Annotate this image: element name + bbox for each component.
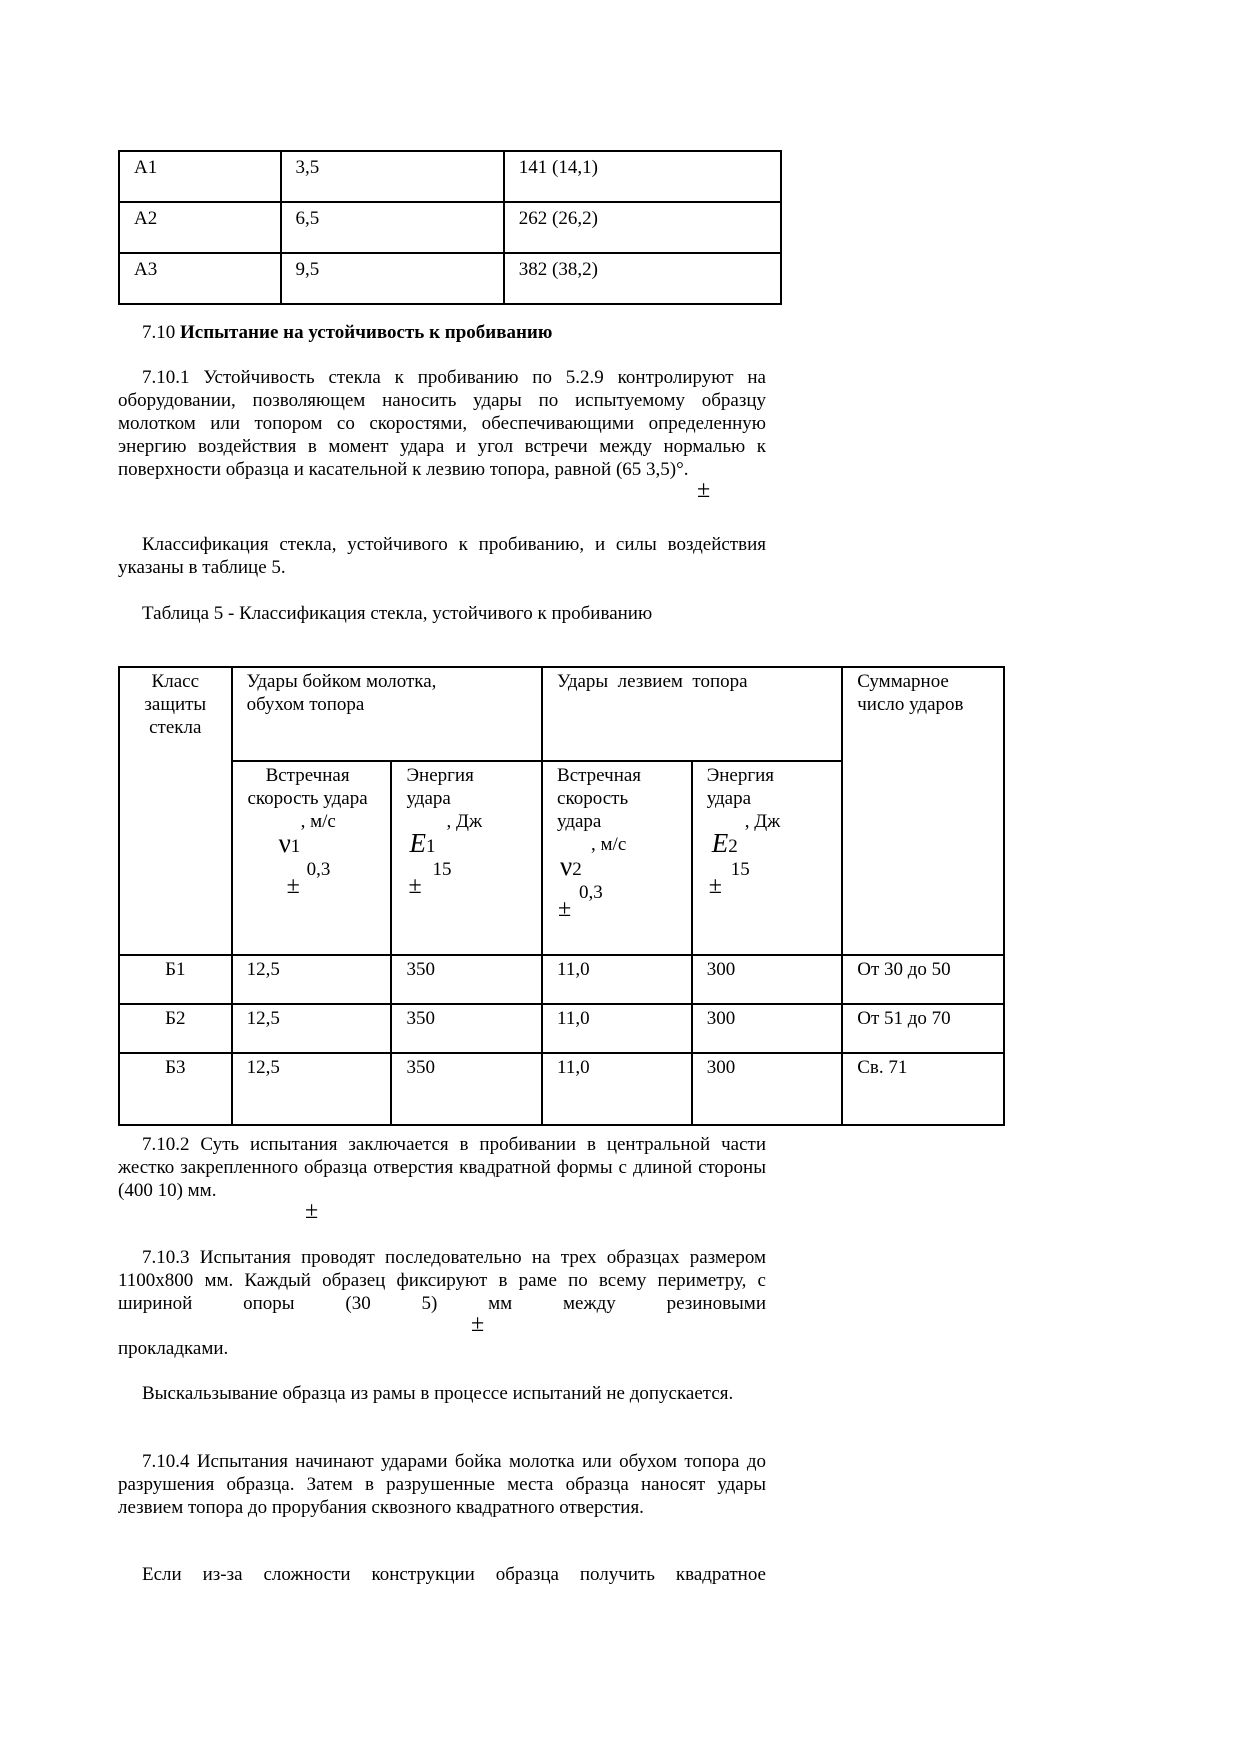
table-cell: 300 <box>692 1004 843 1053</box>
section-number: 7.10 <box>142 322 176 343</box>
table-cell: Б3 <box>119 1053 232 1125</box>
table-row <box>119 202 781 253</box>
symbol-e: E <box>409 828 426 858</box>
header-energy-2-label: Энергия удара <box>706 765 775 809</box>
header-total-label: Суммарное число ударов <box>857 671 964 715</box>
symbol-index: 1 <box>425 836 436 857</box>
table-cell: А3 <box>119 253 281 304</box>
table-cell: Б2 <box>119 1004 232 1053</box>
symbol-e1 <box>409 830 435 860</box>
plus-minus-sign: ± <box>305 1198 319 1224</box>
table-cell: 3,5 <box>281 151 504 202</box>
header-speed-1 <box>232 761 392 955</box>
plus-minus-sign: ± <box>471 1311 485 1337</box>
plus-minus-sign: ± <box>558 896 572 922</box>
header-class-label: Класс защиты стекла <box>144 671 207 738</box>
table-cell: 9,5 <box>281 253 504 304</box>
header-energy-1 <box>391 761 542 955</box>
header-speed-1-unit: , м/с <box>300 811 336 832</box>
table-cell: 12,5 <box>232 1053 392 1125</box>
table-row <box>119 1053 1004 1125</box>
table-cell: 12,5 <box>232 1004 392 1053</box>
table-cell: 12,5 <box>232 955 392 1004</box>
table-cell: А2 <box>119 202 281 253</box>
paragraph-last: Если из-за сложности конструкции образца получить квадратное <box>142 1564 766 1585</box>
table-cell: От 51 до 70 <box>842 1004 1004 1053</box>
header-energy-1-unit: , Дж <box>446 811 483 832</box>
plus-minus-sign: ± <box>708 873 722 899</box>
header-energy-2-unit: , Дж <box>744 811 781 832</box>
table-cell: 11,0 <box>542 955 692 1004</box>
table-cell: Б1 <box>119 955 232 1004</box>
header-total <box>842 667 1004 955</box>
tolerance-e1: 15 <box>432 859 452 880</box>
header-axe-label: Удары лезвием топора <box>557 671 748 692</box>
paragraph-7-10-3: 7.10.3 Испытания проводят последовательно на трех образцах размером 1100х800 мм. Каждый образец фиксируют в раме по всему периметру, с шириной опоры (30 5) мм между резиновыми <box>118 1247 766 1314</box>
table-cell: 11,0 <box>542 1004 692 1053</box>
header-speed-2-content <box>557 764 691 950</box>
paragraph-7-10-4: 7.10.4 Испытания начинают ударами бойка молотка или обухом топора до разрушения образца. Затем в разрушенные места образца наносят удары лезвием топора до прорубания сквозного квадратного отверстия. <box>118 1451 766 1518</box>
symbol-index: 2 <box>728 836 738 857</box>
header-axe <box>542 667 842 761</box>
table-cell: Св. 71 <box>842 1053 1004 1125</box>
paragraph-7-10-2: 7.10.2 Суть испытания заключается в пробивании в центральной части жестко закрепленного образца отверстия квадратной формы с длиной стороны (400 10) мм. <box>118 1134 766 1201</box>
table-classes-a <box>118 150 782 305</box>
header-energy-1-label: Энергия удара <box>406 765 474 809</box>
symbol-v: ν <box>560 851 573 881</box>
symbol-v: ν <box>278 828 291 858</box>
paragraph-classification: Классификация стекла, устойчивого к пробиванию, и силы воздействия указаны в таблице 5. <box>118 534 766 578</box>
table-cell: 6,5 <box>281 202 504 253</box>
paragraph-slip: Выскальзывание образца из рамы в процессе испытаний не допускается. <box>142 1383 734 1404</box>
paragraph-7-10-3-end: прокладками. <box>118 1338 229 1359</box>
header-speed-1-content <box>233 764 391 950</box>
header-speed-1-label: Встречная скорость удара <box>247 765 368 809</box>
symbol-index: 1 <box>290 836 301 857</box>
symbol-v1 <box>279 830 301 860</box>
table-cell: 11,0 <box>542 1053 692 1125</box>
header-speed-2-label: Встречная скорость удара <box>557 765 642 832</box>
table-cell: 350 <box>391 1004 542 1053</box>
symbol-v2 <box>560 853 582 883</box>
header-energy-2 <box>692 761 843 955</box>
table-cell: 300 <box>692 1053 843 1125</box>
header-class <box>119 667 232 955</box>
table-cell: 350 <box>391 1053 542 1125</box>
table-row <box>119 955 1004 1004</box>
table-caption: Таблица 5 - Классификация стекла, устойчивого к пробиванию <box>142 603 653 624</box>
table-cell: От 30 до 50 <box>842 955 1004 1004</box>
table-cell: А1 <box>119 151 281 202</box>
symbol-e: E <box>711 828 729 858</box>
table-row <box>119 253 781 304</box>
table-cell: 141 (14,1) <box>504 151 781 202</box>
header-speed-2-unit: , м/с <box>591 834 627 855</box>
header-hammer-label: Удары бойком молотка, обухом топора <box>246 671 437 715</box>
header-speed-2 <box>542 761 692 955</box>
tolerance-v1: 0,3 <box>306 859 331 880</box>
table-classification <box>118 666 1005 1126</box>
table-row <box>119 1004 1004 1053</box>
header-energy-1-content <box>406 764 541 950</box>
table-row <box>119 151 781 202</box>
plus-minus-sign: ± <box>286 873 300 899</box>
table-cell: 300 <box>692 955 843 1004</box>
symbol-index: 2 <box>572 859 582 880</box>
table-cell: 350 <box>391 955 542 1004</box>
section-title: Испытание на устойчивость к пробиванию <box>180 322 553 343</box>
header-hammer <box>232 667 542 761</box>
plus-minus-sign: ± <box>697 477 711 503</box>
plus-minus-sign: ± <box>408 873 422 899</box>
tolerance-v2: 0,3 <box>579 882 603 903</box>
header-energy-2-content <box>707 764 842 950</box>
table-header-row <box>119 667 1004 761</box>
symbol-e2 <box>712 830 738 860</box>
section-heading <box>118 321 766 344</box>
table-cell: 382 (38,2) <box>504 253 781 304</box>
paragraph-7-10-1: 7.10.1 Устойчивость стекла к пробиванию по 5.2.9 контролируют на оборудовании, позволяющем наносить удары по испытуемому образцу молотком или топором со скоростями, обеспечивающими определенную энергию воздействия в момент удара и угол встречи между нормалью к поверхности образца и касательной к лезвию топора, равной (65 3,5)°. <box>118 367 766 480</box>
tolerance-e2: 15 <box>730 859 750 880</box>
table-cell: 262 (26,2) <box>504 202 781 253</box>
